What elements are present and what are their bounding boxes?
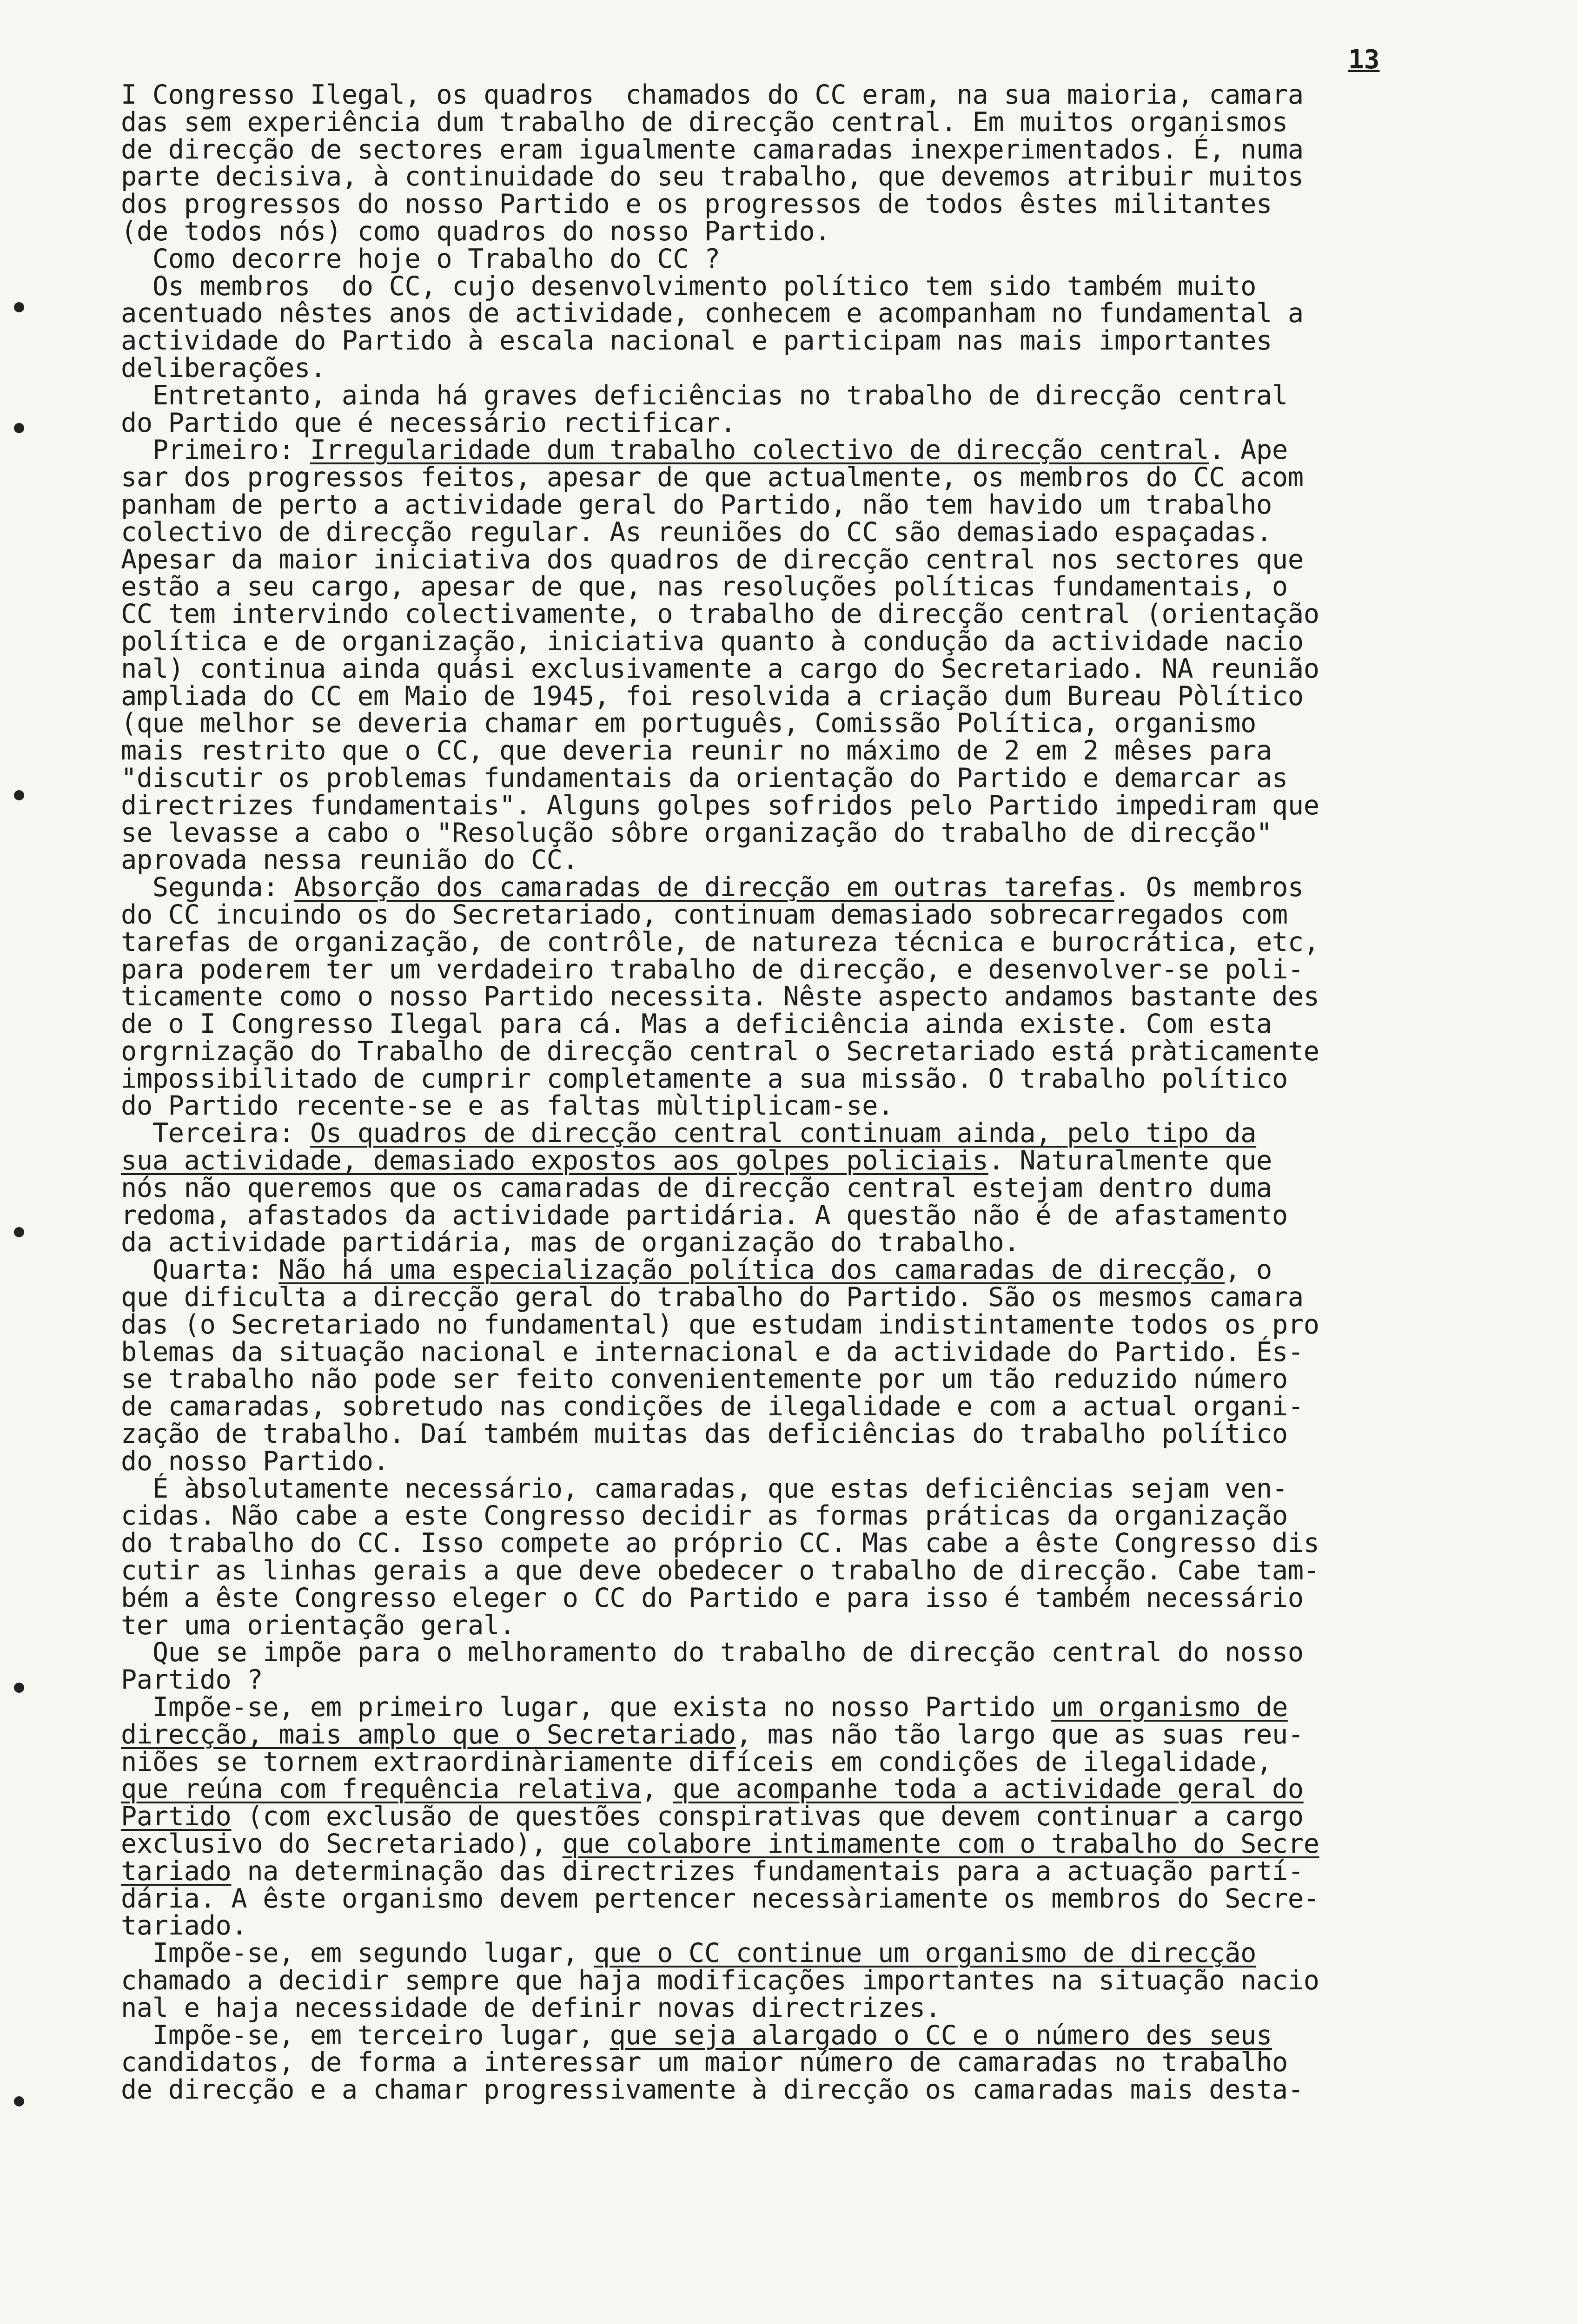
text-line [121, 983, 1544, 1010]
text-line [121, 1038, 1544, 1065]
text-line [121, 106, 1544, 138]
line-text: CC tem intervindo colectivamente, o trabalho de direcção central (orientação [121, 599, 1319, 630]
line-text: Quarta: [121, 1254, 279, 1286]
text-line [121, 1582, 1544, 1613]
text-line [121, 1940, 1544, 1967]
line-text: , o [1225, 1254, 1272, 1286]
text-line [121, 737, 1544, 765]
line-text: cutir as linhas gerais a que deve obedecer o trabalho de direcção. Cabe tam- [121, 1555, 1319, 1586]
line-text: (de todos nós) como quadros do nosso Partido. [121, 216, 831, 247]
text-line [121, 1612, 1544, 1639]
text-line [121, 1202, 1544, 1229]
text-line [121, 1448, 1544, 1475]
underlined-text: um organismo de [1051, 1692, 1288, 1723]
text-line [121, 1284, 1544, 1311]
text-line [121, 628, 1544, 655]
line-text: do trabalho do CC. Isso compete ao próprio CC. Mas cabe a êste Congresso dis [121, 1528, 1319, 1559]
line-text: Segunda: [121, 872, 295, 903]
text-line [121, 273, 1544, 300]
text-line [121, 1830, 1544, 1858]
line-text: , [641, 1774, 673, 1805]
text-line [121, 382, 1544, 409]
line-text: tarefas de organização, de contrôle, de natureza técnica e burocrática, etc, [121, 926, 1319, 957]
text-line [121, 464, 1544, 491]
text-line [121, 409, 1544, 437]
line-text: mais restrito que o CC, que deveria reunir no máximo de 2 em 2 mêses para [121, 735, 1272, 766]
text-line [121, 2076, 1544, 2104]
line-text: de direcção de sectores eram igualmente camaradas inexperimentados. É, numa [121, 134, 1304, 165]
line-text: Que se impõe para o melhoramento do trabalho de direcção central do nosso [121, 1637, 1304, 1668]
underlined-text: que acompanhe toda a actividade geral do [673, 1774, 1304, 1805]
text-line [121, 1885, 1544, 1913]
underlined-text: Os quadros de direcção central continuam ainda, pelo tipo da [310, 1118, 1257, 1149]
line-text: Os membros do CC, cujo desenvolvimento político tem sido também muito [121, 271, 1257, 302]
line-text: ticamente como o nosso Partido necessita. Nêste aspecto andamos bastante des [121, 981, 1319, 1012]
line-text: directrizes fundamentais". Alguns golpes sofridos pelo Partido impediram que [121, 790, 1319, 821]
text-line [121, 2049, 1544, 2076]
underlined-text: Não há uma especialização política dos camaradas de direcção [278, 1254, 1225, 1286]
text-line [121, 1694, 1544, 1721]
line-text: acentuado nêstes anos de actividade, conhecem e acompanham no fundamental a [121, 298, 1304, 329]
margin-punch-mark [14, 423, 24, 433]
line-text: de o I Congresso Ilegal para cá. Mas a deficiência ainda existe. Com esta [121, 1009, 1272, 1040]
line-text: . Naturalmente que [988, 1145, 1272, 1176]
line-text: I Congresso Ilegal, os quadros chamados do CC eram, na sua maioria, camara [121, 79, 1304, 110]
line-text: colectivo de direcção regular. As reuniões do CC são demasiado espaçadas. [121, 516, 1272, 548]
line-text: redoma, afastados da actividade partidária. A questão não é de afastamento [121, 1200, 1288, 1231]
line-text: aprovada nessa reunião do CC. [121, 845, 578, 876]
text-line [121, 1229, 1544, 1256]
text-line [121, 792, 1544, 819]
text-line [121, 245, 1544, 273]
line-text: impossibilitado de cumprir completamente a sua missão. O trabalho político [121, 1063, 1288, 1094]
text-line [121, 655, 1544, 683]
text-line [121, 762, 1544, 793]
line-text: parte decisiva, à continuidade do seu trabalho, que devemos atribuir muitos [121, 161, 1304, 192]
underlined-text: Irregularidade dum trabalho colectivo de direcção central [310, 435, 1209, 466]
line-text: ter uma orientação geral. [121, 1610, 515, 1641]
text-line [121, 300, 1544, 327]
text-line [121, 1967, 1544, 1994]
line-text: Apesar da maior iniciativa dos quadros de direcção central nos sectores que [121, 544, 1304, 575]
line-text: na determinação das directrizes fundamentais para a actuação partí- [231, 1855, 1304, 1887]
text-line [121, 1855, 1544, 1887]
line-text: blemas da situação nacional e internacional e da actividade do Partido. És- [121, 1336, 1304, 1367]
text-line [121, 1393, 1544, 1420]
line-text: das (o Secretariado no fundamental) que estudam indistintamente todos os pro [121, 1309, 1319, 1340]
underlined-text: sua actividade, demasiado expostos aos golpes policiais [121, 1145, 988, 1176]
text-line [121, 710, 1544, 737]
margin-punch-mark [14, 2096, 24, 2106]
line-text: do nosso Partido. [121, 1446, 389, 1477]
text-line [121, 1120, 1544, 1147]
text-line [121, 956, 1544, 984]
line-text: deliberações. [121, 352, 326, 383]
underlined-text: Partido [121, 1801, 232, 1832]
text-line [121, 1010, 1544, 1038]
text-line [121, 1147, 1544, 1175]
line-text: chamado a decidir sempre que haja modificações importantes na situação nacio [121, 1965, 1319, 1996]
line-text: "discutir os problemas fundamentais da orientação do Partido e demarcar as [121, 762, 1288, 793]
line-text: tariado. [121, 1910, 247, 1941]
underlined-text: que o CC continue um organismo de direcção [594, 1938, 1257, 1969]
line-text: orgrnização do Trabalho de direcção central o Secretariado está pràticamente [121, 1036, 1319, 1067]
line-text: do Partido que é necessário rectificar. [121, 407, 736, 438]
underlined-text: que seja alargado o CC e o número des seus [610, 2020, 1272, 2051]
body-text [121, 81, 1544, 2104]
line-text: Impõe-se, em primeiro lugar, que exista no nosso Partido [121, 1692, 1052, 1723]
text-line [121, 352, 1544, 383]
line-text: (com exclusão de questões conspirativas que devem continuar a cargo [231, 1801, 1304, 1832]
line-text: para poderem ter um verdadeiro trabalho de direcção, e desenvolver-se poli- [121, 954, 1304, 985]
margin-punch-mark [14, 1227, 24, 1237]
line-text: das sem experiência dum trabalho de direcção central. Em muitos organismos [121, 106, 1288, 138]
text-line [121, 1994, 1544, 2022]
text-line [121, 546, 1544, 574]
line-text: zação de trabalho. Daí também muitas das deficiências do trabalho político [121, 1419, 1288, 1450]
line-text: É àbsolutamente necessário, camaradas, que estas deficiências sejam ven- [121, 1473, 1288, 1504]
line-text: da actividade partidária, mas de organização do trabalho. [121, 1227, 1020, 1258]
text-line [121, 1666, 1544, 1694]
line-text: cidas. Não cabe a este Congresso decidir as formas práticas da organização [121, 1500, 1288, 1532]
text-line [121, 191, 1544, 218]
line-text: sar dos progressos feitos, apesar de que actualmente, os membros do CC acom [121, 462, 1304, 493]
text-line [121, 1256, 1544, 1284]
text-line [121, 573, 1544, 601]
line-text: (que melhor se deveria chamar em português, Comissão Política, organismo [121, 708, 1257, 739]
line-text: ampliada do CC em Maio de 1945, foi resolvida a criação dum Bureau Pòlítico [121, 680, 1304, 712]
text-line [121, 163, 1544, 191]
line-text: nal e haja necessidade de definir novas directrizes. [121, 1992, 941, 2023]
text-line [121, 218, 1544, 245]
text-line [121, 1065, 1544, 1093]
line-text: . Ape [1209, 435, 1288, 466]
text-line [121, 136, 1544, 164]
text-line [121, 1721, 1544, 1749]
text-line [121, 926, 1544, 957]
line-text: nós não queremos que os camaradas de direcção central estejam dentro duma [121, 1172, 1272, 1203]
text-line [121, 1420, 1544, 1448]
text-line [121, 81, 1544, 109]
text-line [121, 874, 1544, 901]
text-line [121, 2022, 1544, 2049]
text-line [121, 846, 1544, 874]
margin-punch-mark [14, 1683, 24, 1693]
line-text: . Os membros [1114, 872, 1304, 903]
text-line [121, 1502, 1544, 1530]
line-text: Partido ? [121, 1664, 263, 1696]
text-line [121, 1366, 1544, 1393]
text-line [121, 680, 1544, 712]
margin-punch-mark [14, 302, 24, 312]
text-line [121, 1092, 1544, 1120]
text-line [121, 601, 1544, 628]
text-line [121, 516, 1544, 548]
line-text: dária. A êste organismo devem pertencer necessàriamente os membros do Secre- [121, 1883, 1319, 1914]
underlined-text: Absorção dos camaradas de direcção em outras tarefas [294, 872, 1114, 903]
text-line [121, 1530, 1544, 1557]
text-line [121, 819, 1544, 847]
line-text: Primeiro: [121, 435, 311, 466]
underlined-text: direcção, mais amplo que o Secretariado [121, 1719, 736, 1750]
line-text: , mas não tão largo que as suas reu- [735, 1719, 1304, 1750]
line-text: do CC incuindo os do Secretariado, continuam demasiado sobrecarregados com [121, 899, 1288, 930]
line-text: Terceira: [121, 1118, 311, 1149]
line-text: Como decorre hoje o Trabalho do CC ? [121, 243, 720, 274]
line-text: dos progressos do nosso Partido e os progressos de todos êstes militantes [121, 189, 1272, 220]
line-text: candidatos, de forma a interessar um maior número de camaradas no trabalho [121, 2047, 1288, 2078]
line-text: de camaradas, sobretudo nas condições de ilegalidade e com a actual organi- [121, 1391, 1304, 1422]
line-text: política e de organização, iniciativa quanto à condução da actividade nacio [121, 626, 1304, 657]
text-line [121, 1172, 1544, 1203]
line-text: estão a seu cargo, apesar de que, nas resoluções políticas fundamentais, o [121, 571, 1288, 602]
line-text: niões se tornem extraordinàriamente difíceis em condições de ilegalidade, [121, 1746, 1272, 1777]
line-text: que dificulta a direcção geral do trabalho do Partido. São os mesmos camara [121, 1282, 1304, 1313]
line-text: bém a êste Congresso eleger o CC do Partido e para isso é também necessário [121, 1582, 1304, 1613]
text-line [121, 1776, 1544, 1803]
text-line [121, 901, 1544, 929]
underlined-text: que colabore intimamente com o trabalho do Secre [562, 1829, 1319, 1859]
text-line [121, 1803, 1544, 1830]
line-text: exclusivo do Secretariado), [121, 1829, 563, 1859]
text-line [121, 1639, 1544, 1666]
text-line [121, 1311, 1544, 1339]
line-text: de direcção e a chamar progressivamente à direcção os camaradas mais desta- [121, 2074, 1304, 2106]
text-line [121, 1475, 1544, 1503]
page-number: 13 [1348, 45, 1380, 75]
line-text: Impõe-se, em segundo lugar, [121, 1938, 594, 1969]
text-line [121, 327, 1544, 355]
underlined-text: tariado [121, 1855, 232, 1887]
line-text: Impõe-se, em terceiro lugar, [121, 2020, 610, 2051]
text-line [121, 1557, 1544, 1585]
text-line [121, 1746, 1544, 1777]
line-text: se trabalho não pode ser feito convenientemente por um tão reduzido número [121, 1364, 1288, 1395]
line-text: se levasse a cabo o "Resolução sôbre organização do trabalho de direcção" [121, 817, 1272, 848]
margin-punch-mark [14, 790, 24, 800]
line-text: do Partido recente-se e as faltas mùltiplicam-se. [121, 1090, 894, 1122]
text-line [121, 1336, 1544, 1367]
underlined-text: que reúna com frequência relativa [121, 1774, 642, 1805]
line-text: panham de perto a actividade geral do Partido, não tem havido um trabalho [121, 489, 1272, 520]
text-line [121, 436, 1544, 464]
text-line [121, 491, 1544, 519]
line-text: Entretanto, ainda há graves deficiências no trabalho de direcção central [121, 380, 1288, 411]
text-line [121, 1912, 1544, 1940]
line-text: actividade do Partido à escala nacional e participam nas mais importantes [121, 325, 1272, 357]
line-text: nal) continua ainda quási exclusivamente a cargo do Secretariado. NA reunião [121, 653, 1319, 684]
